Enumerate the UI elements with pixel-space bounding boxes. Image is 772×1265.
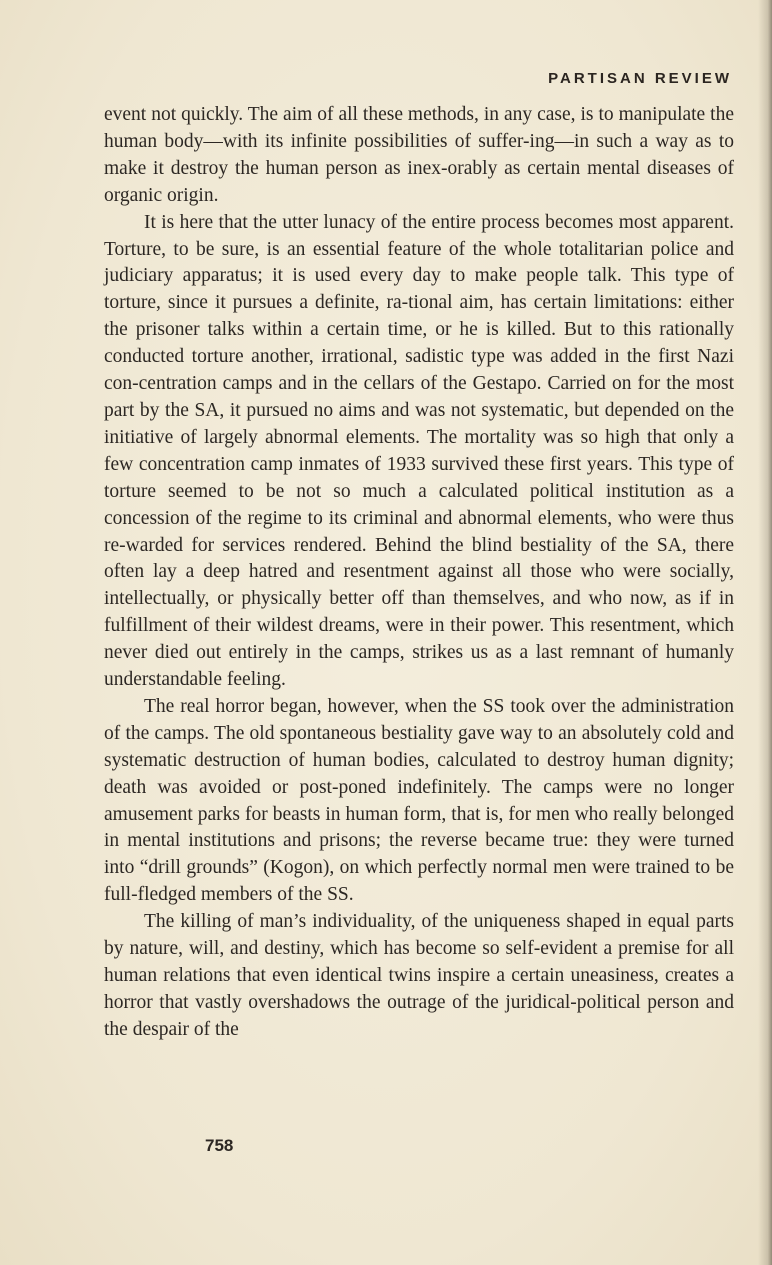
running-head: PARTISAN REVIEW <box>548 70 732 87</box>
paragraph-torture: It is here that the utter lunacy of the entire process becomes most apparent. Torture, to be sure, is an essential feature of the whole totalitarian police and judiciary apparatus; it is used every day to make people talk. This type of torture, since it pursues a definite, ra-tional aim, has certain limitations: either the prisoner talks within a certain time, or he is killed. But to this rationally conducted torture another, irrational, sadistic type was added in the first Nazi con-centration camps and in the cellars of the Gestapo. Carried on for the most part by the SA, it pursued no aims and was not systematic, but depended on the initiative of largely abnormal elements. The mortality was so high that only a few concentration camp inmates of 1933 survived these first years. This type of torture seemed to be not so much a calculated political institution as a concession of the regime to its criminal and abnormal elements, who were thus re-warded for services rendered. Behind the blind bestiality of the SA, there often lay a deep hatred and resentment against all those who were socially, intellectually, or physically better off than themselves, and who now, as if in fulfillment of their wildest dreams, were in their power. This resentment, which never died out entirely in the camps, strikes us as a last remnant of humanly understandable feeling. <box>104 211 734 691</box>
paragraph-ss-administration: The real horror began, however, when the SS took over the administration of the camps. The old spontaneous bestiality gave way to an absolutely cold and systematic destruction of human bodies, calculated to destroy human dignity; death was avoided or post-poned indefinitely. The camps were no longer amusement parks for beasts in human form, that is, for men who really belonged in mental institutions and prisons; the reverse became true: they were turned into “drill grounds” (Kogon), on which perfectly normal men were trained to be full-fledged members of the SS. <box>104 695 734 906</box>
page-number: 758 <box>205 1136 234 1155</box>
page-edge-shadow <box>758 0 772 1265</box>
paragraph-individuality: The killing of man’s individuality, of the uniqueness shaped in equal parts by nature, will, and destiny, which has become so self-evident a premise for all human relations that even identical twins inspire a certain uneasiness, creates a horror that vastly overshadows the outrage of the juridical-political person and the despair of the <box>104 911 734 1040</box>
paragraph-continuation: event not quickly. The aim of all these methods, in any case, is to manipulate the human body—with its infinite possibilities of suffer-ing—in such a way as to make it destroy the human person as inex-orably as certain mental diseases of organic origin. <box>104 104 734 206</box>
body-text <box>104 102 734 1044</box>
